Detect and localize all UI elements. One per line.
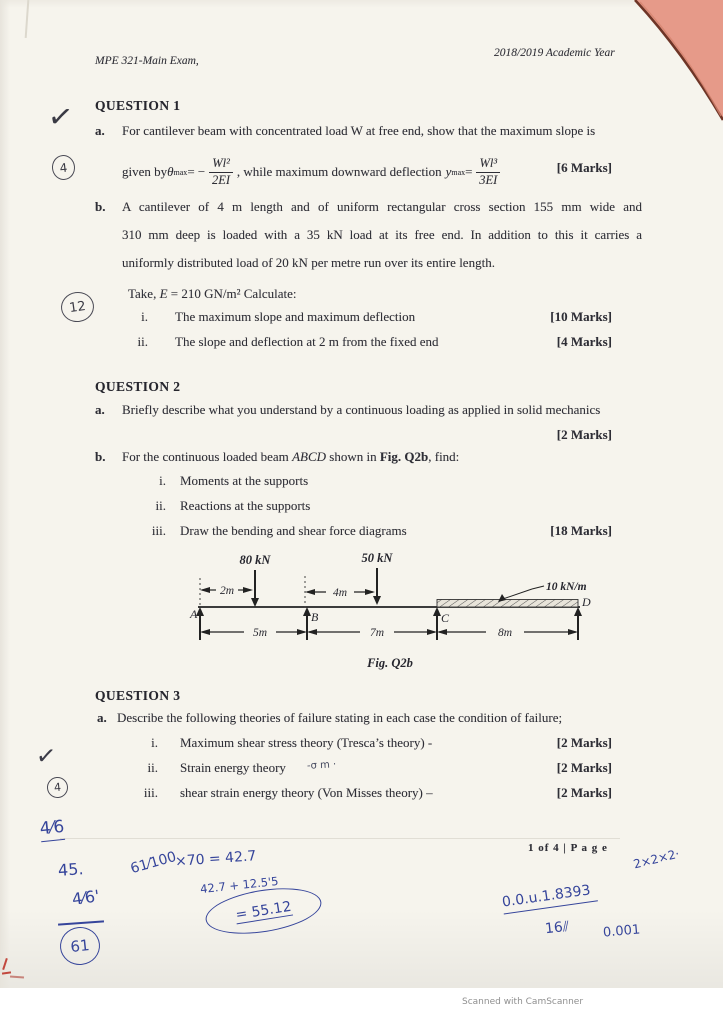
udl-hatch (437, 600, 578, 608)
q1-item1-marks: [10 Marks] (550, 309, 612, 324)
grader-checkmark-q3: ✓ (34, 741, 58, 771)
hw-total-value: = 55.12 (234, 898, 293, 923)
hw-2x2x2: 2×2×2· (632, 846, 681, 872)
question2-title: QUESTION 2 (95, 379, 181, 394)
dim2-arrow-left-icon (200, 587, 210, 593)
q1b-label: b. (95, 199, 106, 214)
dim4-label: 4m (332, 587, 348, 599)
hw-61-underline (58, 920, 104, 925)
q1-take-line (128, 286, 296, 302)
q1a-mid-text: , while maximum downward deflection (236, 164, 442, 179)
frac2-numerator: Wl³ (476, 157, 500, 172)
grader-circle-4 (51, 154, 76, 181)
frac1-denominator: 2EI (212, 172, 231, 187)
scan-background (0, 988, 723, 1024)
q2-item2-numeral: ii. (155, 498, 166, 513)
theta-symbol: θ (167, 164, 174, 179)
q2-item3-numeral: iii. (151, 523, 166, 538)
q3-item2-numeral: ii. (147, 760, 158, 775)
fig-reference: Fig. Q2b (379, 449, 429, 464)
hw-times70: ×70 = 42.7 (174, 848, 257, 870)
load80-arrowhead-icon (251, 598, 259, 607)
given-by-text: given by (122, 164, 168, 179)
grader-circle-12 (59, 290, 96, 324)
support-arrowheads (196, 607, 582, 616)
q3-item1-numeral: i. (151, 735, 158, 750)
grader-checkmark-q1: ✓ (45, 98, 76, 137)
frac1-numerator: Wl² (209, 157, 233, 172)
y-subscript: max (451, 167, 466, 177)
q3a-label: a. (97, 710, 107, 725)
q1a-text: For cantilever beam with concentrated load W at free end, show that the maximum slope is (122, 123, 596, 138)
load50-arrowhead-icon (373, 596, 381, 605)
node-d-label: D (582, 595, 591, 609)
q1-item1-numeral: i. (141, 309, 148, 324)
dim7-label: 7m (369, 627, 385, 639)
q3-item1-text: Maximum shear stress theory (Tresca’s theory) - (180, 735, 433, 750)
dim2-label: 2m (219, 585, 235, 597)
hw-16: 16⫽ (544, 918, 570, 938)
q2-item3-marks: [18 Marks] (550, 523, 612, 538)
page-number: 1 of 4 | P a g e (528, 842, 608, 854)
dim5-label: 5m (252, 627, 268, 639)
q2-item2-text: Reactions at the supports (180, 498, 311, 513)
corner-fold (628, 0, 723, 122)
take-prefix: Take, (128, 286, 160, 301)
load50-label: 50 kN (361, 551, 393, 565)
q3-item3-numeral: iii. (143, 785, 158, 800)
q2b-text (122, 449, 459, 465)
q1-item2-marks: [4 Marks] (556, 334, 612, 349)
hw-001: 0.001 (602, 922, 641, 941)
frac2-denominator: 3EI (479, 172, 498, 187)
question3-title: QUESTION 3 (95, 688, 181, 703)
q3-item2-handwritten-note: -σ m · (306, 759, 337, 772)
grader-circle-12-value: 12 (68, 298, 87, 316)
hw-circle-61 (58, 925, 102, 967)
hw-circle-61-value: 61 (69, 936, 91, 956)
exam-code: MPE 321-Main Exam, (95, 55, 199, 67)
node-b-label: B (311, 610, 319, 624)
fraction-wl2-2ei (209, 157, 233, 186)
hw-score-46b: 4⁄6' (70, 886, 101, 909)
q1-item2-numeral: ii. (137, 334, 148, 349)
hw-score-45: 45. (57, 859, 85, 880)
dim4-arrow-right-icon (365, 589, 375, 595)
q1a-marks: [6 Marks] (556, 160, 612, 175)
q2a-text: Briefly describe what you understand by a continuous loading as applied in solid mechanics (122, 402, 601, 417)
dim2-arrow-right-icon (243, 587, 253, 593)
udl-label: 10 kN/m (546, 581, 587, 593)
beam-name-abcd: ABCD (292, 449, 327, 464)
q2b-suffix: , find: (428, 449, 460, 464)
q3-item3-marks: [2 Marks] (556, 785, 612, 800)
q3-item3-text: shear strain energy theory (Von Misses theory) – (180, 785, 433, 800)
q1-item2-text: The slope and deflection at 2 m from the fixed end (175, 334, 439, 349)
dim4-arrow-left-icon (305, 589, 315, 595)
question1-title: QUESTION 1 (95, 98, 181, 113)
hw-fraction-61-100: 61⁄100 (128, 848, 179, 878)
udl-leader-tail (532, 586, 544, 589)
q3-item2-marks: [2 Marks] (556, 760, 612, 775)
hw-score-46: 4⁄6 (39, 817, 66, 842)
q2b-mid: shown in (326, 449, 380, 464)
scanner-watermark: Scanned with CamScanner (462, 997, 584, 1007)
fraction-wl3-3ei (476, 157, 500, 186)
footer-rule (60, 838, 620, 839)
theta-subscript: max (173, 167, 188, 177)
equals-minus: = − (187, 164, 206, 179)
q2-item3-text: Draw the bending and shear force diagrams (180, 523, 407, 538)
equals2: = (465, 164, 473, 179)
elastic-modulus-symbol: E (159, 286, 168, 301)
load80-label: 80 kN (239, 553, 271, 567)
q3a-text: Describe the following theories of failure stating in each case the condition of failure; (117, 710, 563, 725)
q2b-prefix: For the continuous loaded beam (122, 449, 293, 464)
hw-decimal: 0.0.u.1.8393 (501, 881, 598, 914)
take-suffix: = 210 GN/m² Calculate: (167, 286, 297, 301)
q2b-label: b. (95, 449, 106, 464)
paper-crease (25, 0, 29, 38)
grader-circle-4-value: 4 (58, 160, 69, 175)
hw-sum: 42.7 + 12.5'5 (199, 873, 280, 897)
node-c-label: C (441, 611, 450, 625)
q2-item1-numeral: i. (159, 473, 166, 488)
academic-year: 2018/2019 Academic Year (494, 47, 615, 59)
y-symbol: y (445, 164, 452, 179)
q1a-formula (122, 150, 504, 194)
q2a-marks: [2 Marks] (556, 427, 612, 442)
corner-fold-fill (635, 0, 723, 120)
beam-diagram-q2b (140, 548, 630, 682)
red-edge-mark (0, 956, 26, 986)
q1b-line2: 310 mm deep is loaded with a 35 kN load at its free end. In addition to this it carries a (122, 227, 642, 242)
q1b-line3: uniformly distributed load of 20 kN per metre run over its entire length. (122, 255, 495, 270)
q1b-line1: A cantilever of 4 m length and of uniform rectangular cross section 155 mm wide and (122, 199, 642, 214)
q2a-label: a. (95, 402, 105, 417)
grader-circle-q3 (46, 776, 69, 799)
dim8-label: 8m (497, 627, 513, 639)
q3-item2-text: Strain energy theory (180, 760, 286, 775)
figure-caption: Fig. Q2b (367, 656, 413, 670)
q1a-label: a. (95, 123, 105, 138)
q1-item1-text: The maximum slope and maximum deflection (175, 309, 416, 324)
q3-item1-marks: [2 Marks] (556, 735, 612, 750)
node-a-label: A (190, 607, 198, 621)
q2-item1-text: Moments at the supports (180, 473, 309, 488)
grader-circle-q3-value: 4 (53, 780, 62, 795)
